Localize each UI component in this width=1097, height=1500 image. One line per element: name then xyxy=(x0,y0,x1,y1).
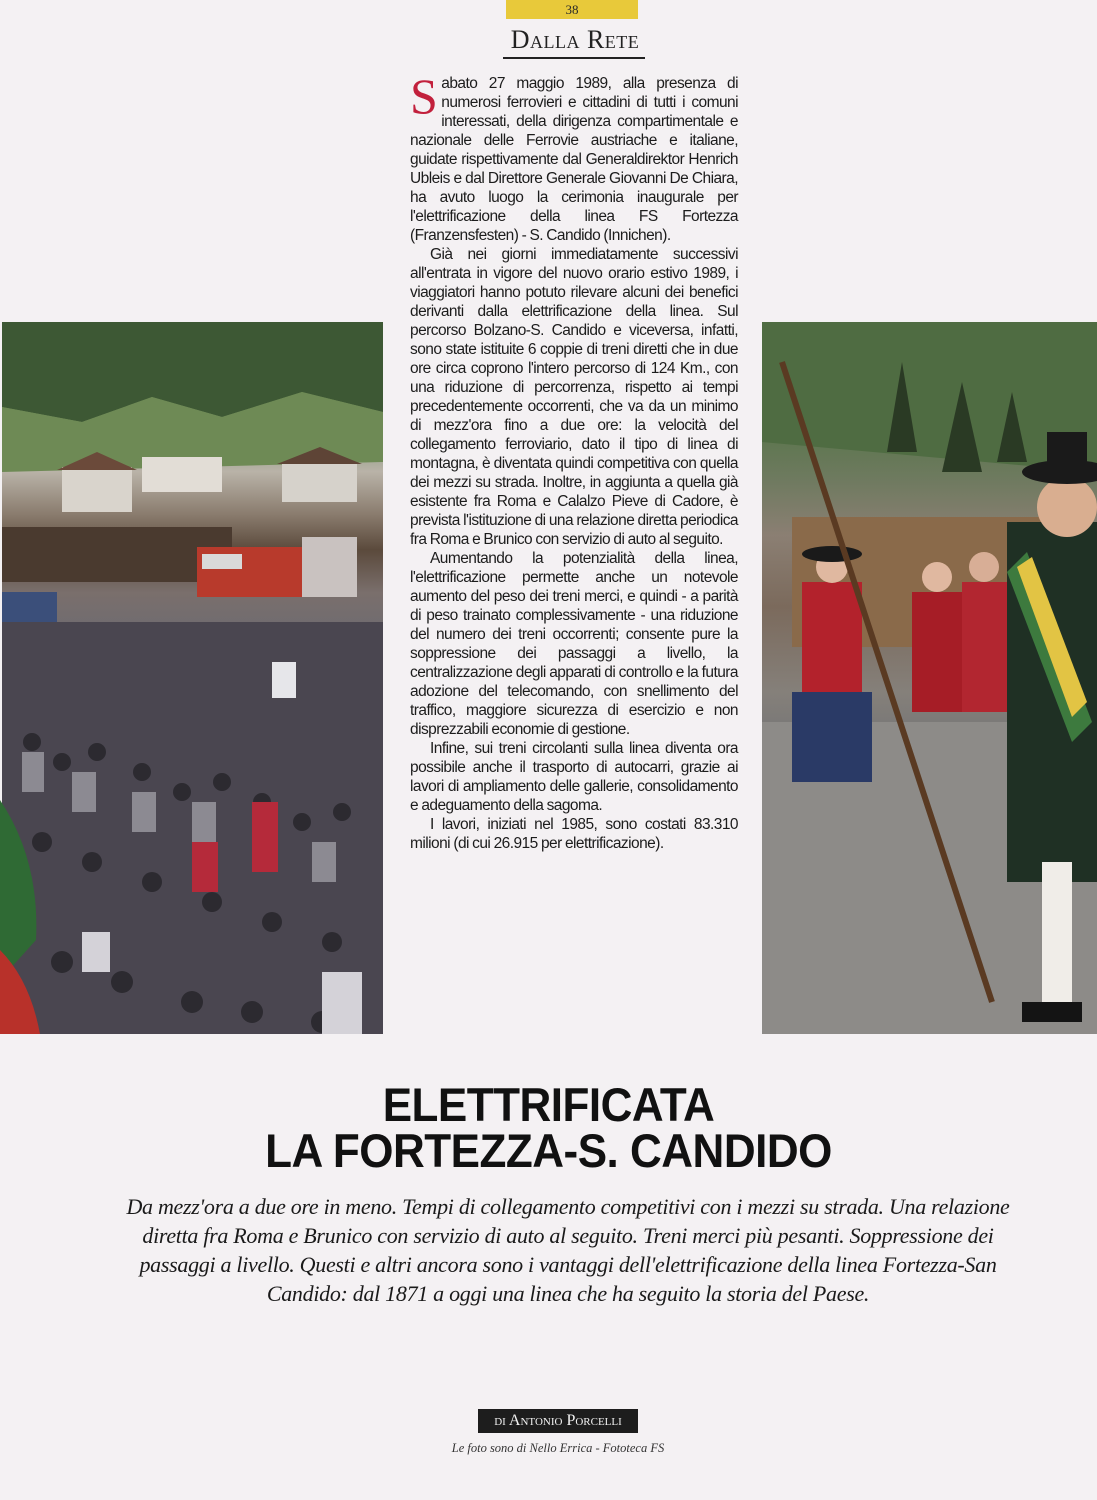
article-paragraph-1-text: abato 27 maggio 1989, alla presenza di numerosi ferrovieri e cittadini di tutti i comuni interessati, della dirigenza compartimentale e nazionale delle Ferrovie austriache e italiane, guidate rispettivamente dal Generaldirektor Henrich Ubleis e dal Direttore Generale Giovanni De Chiara, ha avuto luogo la cerimonia inaugurale per l'elettrificazione della linea FS Fortezza (Franzensfesten) - S. Candido (Innichen). xyxy=(410,75,738,244)
article-paragraph-2: Già nei giorni immediatamente successivi all'entrata in vigore del nuovo orario estivo 1989, i viaggiatori hanno potuto rilevare alcuni dei benefici derivanti dalla elettrificazione della linea. Sul percorso Bolzano-S. Candido e viceversa, infatti, sono state istituite 6 coppie di treni diretti che in due ore circa coprono l'intero percorso di 124 Km., con una riduzione di percorrenza, rispetto ai tempi precedentemente occorrenti, che va da un minimo di mezz'ora fino a due ore: la velocità del collegamento ferroviario, dato il tipo di linea di montagna, è diventata quindi competitiva con quella dei mezzi su strada. Inoltre, in aggiunta a quella già esistente fra Roma e Calalzo Pieve di Cadore, è prevista l'istituzione di una relazione diretta periodica fra Roma e Brunico con servizio di auto al seguito. xyxy=(410,246,738,548)
photo-credits: Le foto sono di Nello Errica - Fototeca FS xyxy=(451,1441,665,1455)
foliage-left xyxy=(0,800,40,1034)
article-paragraph-3: Aumentando la potenzialità della linea, l'elettrificazione permette anche un notevole aumento del peso dei treni merci, e quindi - a parità di peso trainato complessivamente - una riduzione del numero dei treni occorrenti; consente pure la soppressione dei passaggi a livello, la centralizzazione degli apparati di controllo e la futura adozione del telecomando, con snellimento del traffico, maggiore sicurezza di esercizio e non disprezzabili economie di gestione. xyxy=(410,550,738,738)
article-paragraph-5: I lavori, iniziati nel 1985, sono costati 83.310 milioni (di cui 26.915 per elettrificazione). xyxy=(410,816,738,852)
article-paragraph-4: Infine, sui treni circolanti sulla linea diventa ora possibile anche il trasporto di autocarri, grazie ai lavori di ampliamento delle gallerie, consolidamento e adeguamento della sagoma. xyxy=(410,740,738,814)
section-title-text: Dalla Rete xyxy=(510,25,640,54)
photo-station-ceremony-illustration xyxy=(2,322,383,1034)
headline xyxy=(0,1079,1097,1178)
headline-line-2: LA FORTEZZA-S. CANDIDO xyxy=(265,1125,832,1178)
article-paragraph-1 xyxy=(410,68,738,245)
dropcap: S xyxy=(410,68,438,124)
headline-line-1: ELETTRIFICATA xyxy=(382,1079,715,1132)
page-number: 38 xyxy=(506,0,638,19)
byline-text: di Antonio Porcelli xyxy=(494,1412,622,1429)
photo-station-ceremony xyxy=(2,322,383,1034)
section-title xyxy=(500,24,650,56)
subheading: Da mezz'ora a due ore in meno. Tempi di collegamento competitivi con i mezzi su strada. Una relazione diretta fra Roma e Brunico con servizio di auto al seguito. Treni merci più pesanti. Soppressione dei passaggi a livello. Questi e altri ancora sono i vantaggi dell'elettrificazione della linea Fortezza-San Candido: dal 1871 a oggi una linea che ha seguito la storia del Paese. xyxy=(126,1194,1010,1306)
foliage-left-illustration xyxy=(0,800,40,1034)
section-rule xyxy=(503,57,645,59)
article-body xyxy=(410,68,738,853)
photo-traditional-band xyxy=(762,322,1097,1034)
byline xyxy=(478,1409,638,1433)
photo-traditional-band-illustration xyxy=(762,322,1097,1034)
